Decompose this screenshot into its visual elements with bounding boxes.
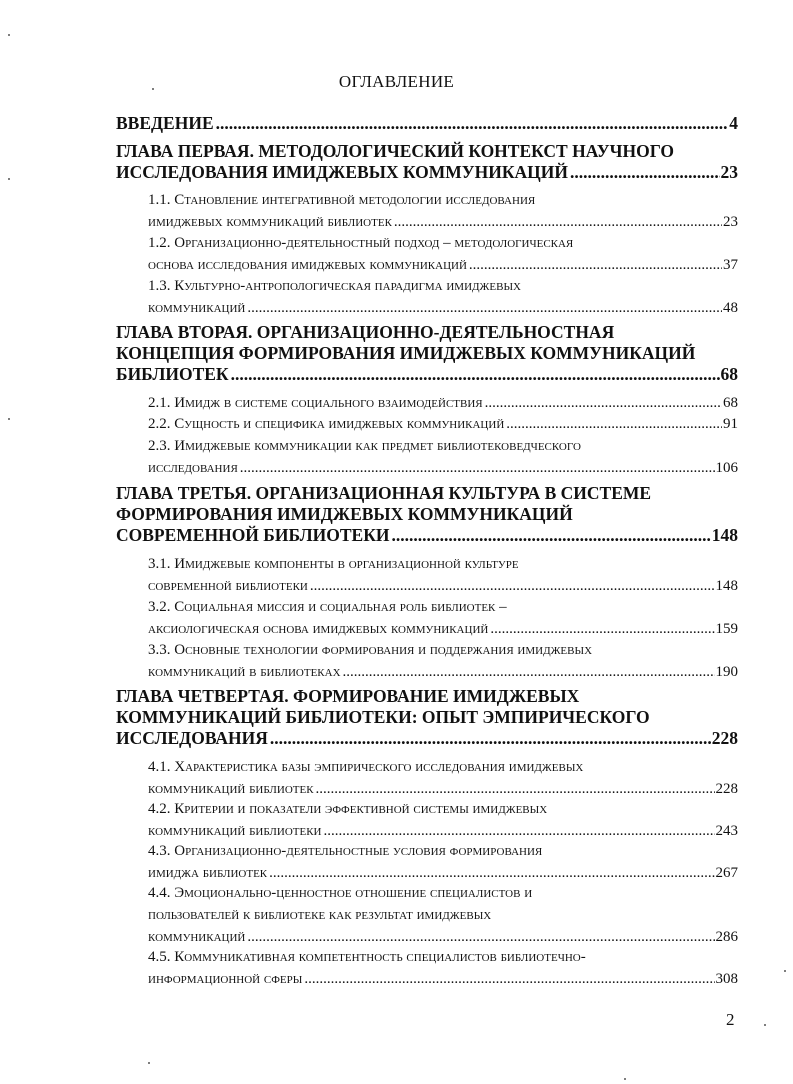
toc-entry-title: ИССЛЕДОВАНИЯ bbox=[116, 728, 268, 748]
toc-entry-title: 4.2. Критерии и показатели эффективной системы имиджевых bbox=[148, 801, 548, 817]
leader-dots bbox=[269, 862, 714, 884]
toc-entry bbox=[148, 756, 738, 800]
leader-dots bbox=[231, 364, 720, 385]
toc-entry-page: 68 bbox=[723, 395, 738, 411]
toc-entry bbox=[148, 946, 738, 990]
leader-dots bbox=[394, 211, 722, 233]
toc-entry-page: 106 bbox=[715, 460, 738, 476]
toc-entry bbox=[148, 596, 738, 640]
toc-entry bbox=[148, 275, 738, 319]
page-number: 2 bbox=[726, 1010, 735, 1029]
toc-entry bbox=[116, 686, 738, 749]
toc-entry bbox=[148, 189, 738, 233]
toc-entry-page: 190 bbox=[715, 664, 738, 680]
toc-entry-title: ГЛАВА ПЕРВАЯ. МЕТОДОЛОГИЧЕСКИЙ КОНТЕКСТ НАУЧНОГО bbox=[116, 141, 675, 161]
toc-entry-title: коммуникаций в библиотеках bbox=[148, 664, 341, 680]
toc-entry-page: 228 bbox=[715, 781, 738, 797]
leader-dots bbox=[247, 926, 714, 948]
leader-dots bbox=[304, 968, 714, 990]
toc-entry-page: 148 bbox=[711, 525, 738, 545]
toc-entry-page: 286 bbox=[715, 929, 738, 945]
toc-entry bbox=[148, 639, 738, 683]
toc-entry-title: 1.2. Организационно-деятельностный подход – методологическая bbox=[148, 235, 574, 251]
scan-speck bbox=[624, 1078, 626, 1080]
leader-dots bbox=[570, 162, 719, 183]
toc-entry-title: информационной сферы bbox=[148, 971, 303, 987]
toc-entry-title: 1.1. Становление интегративной методологии исследования bbox=[148, 192, 536, 208]
leader-dots bbox=[490, 618, 714, 640]
toc-entry-title: ИССЛЕДОВАНИЯ ИМИДЖЕВЫХ КОММУНИКАЦИЙ bbox=[116, 162, 569, 182]
toc-entry-title: 4.1. Характеристика базы эмпирического исследования имиджевых bbox=[148, 759, 584, 775]
toc-entry-title: 2.2. Сущность и специфика имиджевых коммуникаций bbox=[148, 416, 505, 432]
toc-entry-title: 4.4. Эмоционально-ценностное отношение специалистов и bbox=[148, 885, 533, 901]
toc-entry-title: современной библиотеки bbox=[148, 578, 308, 594]
toc-entry-title: 3.2. Социальная миссия и социальная роль библиотек – bbox=[148, 599, 507, 615]
toc-entry-title: 2.1. Имидж в системе социального взаимодействия bbox=[148, 395, 483, 411]
toc-entry bbox=[148, 553, 738, 597]
toc-entry-page: 4 bbox=[729, 113, 738, 133]
leader-dots bbox=[310, 575, 715, 597]
toc-entry bbox=[148, 882, 738, 948]
toc-entry bbox=[116, 322, 738, 385]
toc-entry-page: 48 bbox=[723, 300, 738, 316]
toc-entry bbox=[148, 413, 738, 435]
toc-entry-page: 243 bbox=[715, 823, 738, 839]
toc-entry-title: СОВРЕМЕННОЙ БИБЛИОТЕКИ bbox=[116, 525, 390, 545]
toc-entry-title: коммуникаций библиотеки bbox=[148, 823, 322, 839]
toc-entry-title: 3.1. Имиджевые компоненты в организационной культуре bbox=[148, 556, 519, 572]
toc-entry bbox=[148, 840, 738, 884]
leader-dots bbox=[316, 778, 715, 800]
toc-entry-title: пользователей к библиотеке как результат имиджевых bbox=[148, 907, 492, 923]
toc-entry-title: коммуникаций bbox=[148, 929, 246, 945]
scan-speck bbox=[8, 34, 10, 36]
scan-speck bbox=[8, 418, 10, 420]
toc-entry-title: ГЛАВА ТРЕТЬЯ. ОРГАНИЗАЦИОННАЯ КУЛЬТУРА В СИСТЕМЕ bbox=[116, 483, 652, 503]
leader-dots bbox=[270, 728, 711, 749]
toc-entry-title: БИБЛИОТЕК bbox=[116, 364, 229, 384]
leader-dots bbox=[323, 820, 714, 842]
toc-entry-page: 23 bbox=[723, 214, 738, 230]
toc-entry-page: 267 bbox=[715, 865, 738, 881]
toc-entry-title: 3.3. Основные технологии формирования и поддержания имиджевых bbox=[148, 642, 593, 658]
scan-speck bbox=[784, 970, 786, 972]
toc-entry-page: 308 bbox=[715, 971, 738, 987]
toc-entry-title: КОММУНИКАЦИЙ БИБЛИОТЕКИ: ОПЫТ ЭМПИРИЧЕСКОГО bbox=[116, 707, 650, 727]
toc-entry bbox=[116, 141, 738, 183]
toc-entry-title: аксиологическая основа имиджевых коммуникаций bbox=[148, 621, 489, 637]
leader-dots bbox=[240, 457, 715, 479]
scan-speck bbox=[8, 178, 10, 180]
toc-entry-title: 4.5. Коммуникативная компетентность специалистов библиотечно- bbox=[148, 949, 586, 965]
toc-entry-title: 4.3. Организационно-деятельностные условия формирования bbox=[148, 843, 543, 859]
toc-entry-title: имиджа библиотек bbox=[148, 865, 268, 881]
leader-dots bbox=[392, 525, 711, 546]
toc-entry-page: 68 bbox=[720, 364, 738, 384]
toc-entry-title: ГЛАВА ВТОРАЯ. ОРГАНИЗАЦИОННО-ДЕЯТЕЛЬНОСТНАЯ bbox=[116, 322, 615, 342]
toc-entry bbox=[116, 113, 738, 134]
leader-dots bbox=[343, 661, 715, 683]
scan-speck bbox=[152, 88, 154, 90]
toc-entry bbox=[148, 798, 738, 842]
page-title: ОГЛАВЛЕНИЕ bbox=[338, 72, 455, 91]
toc-entry-title: ФОРМИРОВАНИЯ ИМИДЖЕВЫХ КОММУНИКАЦИЙ bbox=[116, 504, 573, 524]
toc-entry bbox=[148, 392, 738, 414]
scan-speck bbox=[148, 1062, 150, 1064]
leader-dots bbox=[506, 413, 722, 435]
toc-entry-title: 2.3. Имиджевые коммуникации как предмет библиотековедческого bbox=[148, 438, 581, 454]
leader-dots bbox=[485, 392, 722, 414]
toc-entry-title: ГЛАВА ЧЕТВЕРТАЯ. ФОРМИРОВАНИЕ ИМИДЖЕВЫХ bbox=[116, 686, 580, 706]
leader-dots bbox=[469, 254, 722, 276]
toc-entry-page: 37 bbox=[723, 257, 738, 273]
toc-entry-page: 159 bbox=[715, 621, 738, 637]
toc-entry-page: 91 bbox=[723, 416, 738, 432]
toc-entry-page: 148 bbox=[715, 578, 738, 594]
toc-entry bbox=[148, 232, 738, 276]
toc-entry-title: коммуникаций библиотек bbox=[148, 781, 314, 797]
toc-entry-title: 1.3. Культурно-антропологическая парадигма имиджевых bbox=[148, 278, 521, 294]
toc-entry-title: основа исследования имиджевых коммуникаций bbox=[148, 257, 467, 273]
toc-entry-title: ВВЕДЕНИЕ bbox=[116, 113, 214, 133]
toc-entry bbox=[116, 483, 738, 546]
toc-entry bbox=[148, 435, 738, 479]
leader-dots bbox=[216, 113, 729, 134]
toc-entry-title: исследования bbox=[148, 460, 238, 476]
toc-entry-title: коммуникаций bbox=[148, 300, 246, 316]
toc-entry-title: имиджевых коммуникаций библиотек bbox=[148, 214, 392, 230]
toc-entry-page: 228 bbox=[711, 728, 738, 748]
toc-entry-title: КОНЦЕПЦИЯ ФОРМИРОВАНИЯ ИМИДЖЕВЫХ КОММУНИКАЦИЙ bbox=[116, 343, 696, 363]
scan-speck bbox=[764, 1024, 766, 1026]
toc-entry-page: 23 bbox=[720, 162, 738, 182]
leader-dots bbox=[247, 297, 722, 319]
